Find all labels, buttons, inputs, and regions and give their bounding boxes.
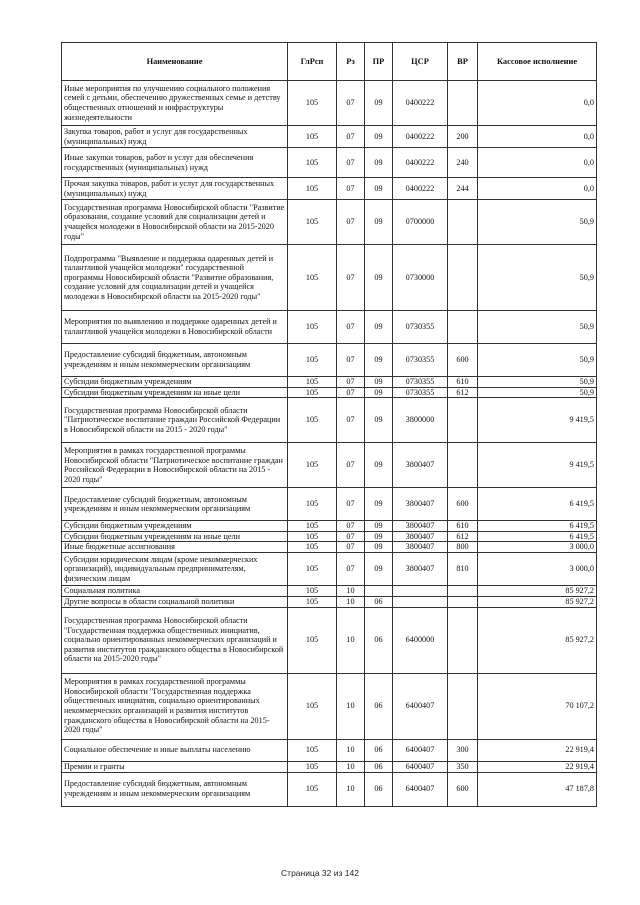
- cell-csr: 3800407: [393, 488, 448, 521]
- header-rz: Рз: [337, 43, 365, 81]
- cell-name: Государственная программа Новосибирской области "Развитие образования, создание условий для социализации детей и учащейся молодежи в Новосибирской области на 2015-2020 годы": [62, 200, 288, 245]
- cell-vr: [448, 81, 478, 126]
- cell-csr: 3800407: [393, 443, 448, 488]
- cell-pr: 06: [365, 761, 393, 772]
- cell-rz: 10: [337, 761, 365, 772]
- table-row: [62, 311, 597, 344]
- cell-rz: 07: [337, 542, 365, 553]
- cell-csr: 0730355: [393, 387, 448, 398]
- cell-rz: 10: [337, 772, 365, 806]
- cell-rz: 10: [337, 596, 365, 607]
- cell-name: Предоставление субсидий бюджетным, автономным учреждениям и иным некоммерческим организациям: [62, 344, 288, 377]
- cell-vr: [448, 596, 478, 607]
- cell-rz: 07: [337, 81, 365, 126]
- cell-grp: 105: [288, 673, 337, 739]
- cell-amount: 3 000,0: [478, 552, 597, 585]
- table-row: [62, 542, 597, 553]
- cell-name: Иные закупки товаров, работ и услуг для обеспечения государственных (муниципальных) нужд: [62, 148, 288, 178]
- table-row: [62, 344, 597, 377]
- cell-csr: 3800407: [393, 542, 448, 553]
- cell-name: Мероприятия в рамках государственной программы Новосибирской области "Патриотическое воспитание граждан Российской Федерации в Новосибирской области на 2015 - 2020 годы": [62, 443, 288, 488]
- cell-vr: 600: [448, 344, 478, 377]
- budget-table: [61, 42, 597, 807]
- cell-amount: 85 927,2: [478, 585, 597, 596]
- cell-grp: 105: [288, 344, 337, 377]
- cell-rz: 07: [337, 398, 365, 443]
- cell-amount: 47 187,8: [478, 772, 597, 806]
- cell-name: Государственная программа Новосибирской области "Государственная поддержка общественных инициатив, социально ориентированных некоммерческих организаций и развития институтов гражданского общества в Новосибирской области на 2015-2020 годы": [62, 607, 288, 673]
- table-row: [62, 772, 597, 806]
- table-row: [62, 178, 597, 200]
- table-row: [62, 585, 597, 596]
- cell-vr: 810: [448, 552, 478, 585]
- cell-name: Мероприятия по выявлению и поддержке одаренных детей и талантливой учащейся молодежи в Новосибирской области: [62, 311, 288, 344]
- cell-grp: 105: [288, 387, 337, 398]
- cell-grp: 105: [288, 739, 337, 761]
- cell-vr: 200: [448, 126, 478, 148]
- cell-vr: 612: [448, 531, 478, 542]
- cell-rz: 07: [337, 531, 365, 542]
- cell-rz: 10: [337, 673, 365, 739]
- table-row: [62, 148, 597, 178]
- cell-grp: 105: [288, 772, 337, 806]
- cell-grp: 105: [288, 377, 337, 388]
- cell-csr: 0400222: [393, 148, 448, 178]
- cell-rz: 10: [337, 739, 365, 761]
- table-row: [62, 398, 597, 443]
- cell-vr: [448, 585, 478, 596]
- cell-pr: 09: [365, 344, 393, 377]
- cell-rz: 07: [337, 178, 365, 200]
- cell-rz: 10: [337, 607, 365, 673]
- cell-grp: 105: [288, 245, 337, 311]
- cell-pr: 09: [365, 245, 393, 311]
- cell-grp: 105: [288, 200, 337, 245]
- cell-amount: 50,9: [478, 245, 597, 311]
- cell-csr: 0730355: [393, 344, 448, 377]
- cell-csr: 0730355: [393, 311, 448, 344]
- cell-rz: 07: [337, 344, 365, 377]
- cell-pr: 06: [365, 739, 393, 761]
- cell-vr: 350: [448, 761, 478, 772]
- cell-amount: 50,9: [478, 344, 597, 377]
- cell-name: Иные мероприятия по улучшению социального положения семей с детьми, обеспечению дружественных семье и детству общественных отношений и инфраструктуры жизнедеятельности: [62, 81, 288, 126]
- cell-csr: [393, 596, 448, 607]
- cell-name: Другие вопросы в области социальной политики: [62, 596, 288, 607]
- cell-name: Иные бюджетные ассигнования: [62, 542, 288, 553]
- cell-name: Прочая закупка товаров, работ и услуг для государственных (муниципальных) нужд: [62, 178, 288, 200]
- header-csr: ЦСР: [393, 43, 448, 81]
- cell-name: Государственная программа Новосибирской области "Патриотическое воспитание граждан Российской Федерации в Новосибирской области на 2015 - 2020 годы": [62, 398, 288, 443]
- cell-csr: 0400222: [393, 126, 448, 148]
- cell-grp: 105: [288, 521, 337, 532]
- cell-vr: 300: [448, 739, 478, 761]
- cell-rz: 07: [337, 245, 365, 311]
- cell-grp: 105: [288, 488, 337, 521]
- cell-vr: 610: [448, 377, 478, 388]
- cell-csr: [393, 585, 448, 596]
- cell-rz: 07: [337, 311, 365, 344]
- cell-pr: 09: [365, 531, 393, 542]
- cell-csr: 6400407: [393, 761, 448, 772]
- table-row: [62, 596, 597, 607]
- cell-grp: 105: [288, 531, 337, 542]
- cell-amount: 6 419,5: [478, 521, 597, 532]
- header-row: [62, 43, 597, 81]
- table-row: [62, 531, 597, 542]
- cell-name: Субсидии бюджетным учреждениям на иные цели: [62, 387, 288, 398]
- cell-amount: 3 000,0: [478, 542, 597, 553]
- cell-amount: 50,9: [478, 200, 597, 245]
- header-amount: Кассовое исполнение: [478, 43, 597, 81]
- cell-vr: [448, 443, 478, 488]
- cell-csr: 6400407: [393, 673, 448, 739]
- cell-csr: 0730355: [393, 377, 448, 388]
- table-row: [62, 488, 597, 521]
- table-row: [62, 739, 597, 761]
- cell-rz: 07: [337, 443, 365, 488]
- cell-pr: 06: [365, 596, 393, 607]
- cell-vr: 600: [448, 488, 478, 521]
- cell-grp: 105: [288, 443, 337, 488]
- cell-csr: 6400000: [393, 607, 448, 673]
- cell-vr: [448, 673, 478, 739]
- cell-pr: 09: [365, 488, 393, 521]
- cell-csr: 6400407: [393, 772, 448, 806]
- cell-vr: [448, 607, 478, 673]
- cell-csr: 0730000: [393, 245, 448, 311]
- cell-csr: 0700000: [393, 200, 448, 245]
- cell-csr: 3800407: [393, 531, 448, 542]
- cell-grp: 105: [288, 552, 337, 585]
- cell-grp: 105: [288, 596, 337, 607]
- cell-vr: 240: [448, 148, 478, 178]
- table-row: [62, 673, 597, 739]
- cell-csr: 3800407: [393, 552, 448, 585]
- cell-name: Предоставление субсидий бюджетным, автономным учреждениям и иным некоммерческим организациям: [62, 488, 288, 521]
- cell-amount: 0,0: [478, 178, 597, 200]
- cell-grp: 105: [288, 398, 337, 443]
- cell-pr: 09: [365, 521, 393, 532]
- cell-name: Социальная политика: [62, 585, 288, 596]
- cell-grp: 105: [288, 81, 337, 126]
- header-grp: ГлРсп: [288, 43, 337, 81]
- cell-vr: 800: [448, 542, 478, 553]
- cell-amount: 0,0: [478, 148, 597, 178]
- cell-amount: 50,9: [478, 311, 597, 344]
- cell-grp: 105: [288, 178, 337, 200]
- cell-name: Субсидии бюджетным учреждениям на иные цели: [62, 531, 288, 542]
- cell-name: Предоставление субсидий бюджетным, автономным учреждениям и иным некоммерческим организациям: [62, 772, 288, 806]
- cell-pr: 09: [365, 398, 393, 443]
- cell-vr: 612: [448, 387, 478, 398]
- cell-pr: 09: [365, 542, 393, 553]
- cell-grp: 105: [288, 585, 337, 596]
- cell-csr: 0400222: [393, 178, 448, 200]
- table-row: [62, 443, 597, 488]
- header-vr: ВР: [448, 43, 478, 81]
- cell-amount: 0,0: [478, 126, 597, 148]
- cell-rz: 07: [337, 488, 365, 521]
- cell-pr: 09: [365, 387, 393, 398]
- cell-amount: 9 419,5: [478, 443, 597, 488]
- cell-name: Закупка товаров, работ и услуг для государственных (муниципальных) нужд: [62, 126, 288, 148]
- table-row: [62, 387, 597, 398]
- cell-pr: 06: [365, 607, 393, 673]
- cell-pr: 09: [365, 443, 393, 488]
- cell-grp: 105: [288, 148, 337, 178]
- header-name: Наименование: [62, 43, 288, 81]
- cell-vr: [448, 398, 478, 443]
- cell-grp: 105: [288, 126, 337, 148]
- cell-amount: 6 419,5: [478, 531, 597, 542]
- cell-rz: 07: [337, 552, 365, 585]
- table-row: [62, 126, 597, 148]
- cell-rz: 07: [337, 148, 365, 178]
- cell-vr: [448, 200, 478, 245]
- cell-amount: 22 919,4: [478, 761, 597, 772]
- table-row: [62, 245, 597, 311]
- cell-amount: 0,0: [478, 81, 597, 126]
- cell-name: Субсидии бюджетным учреждениям: [62, 377, 288, 388]
- cell-pr: 09: [365, 200, 393, 245]
- cell-pr: 09: [365, 178, 393, 200]
- cell-name: Социальное обеспечение и иные выплаты населению: [62, 739, 288, 761]
- cell-amount: 85 927,2: [478, 607, 597, 673]
- cell-name: Мероприятия в рамках государственной программы Новосибирской области "Государственная поддержка общественных инициатив, социально ориентированных некоммерческих организаций и развития институтов гражданского общества в Новосибирской области на 2015-2020 годы": [62, 673, 288, 739]
- cell-pr: 06: [365, 772, 393, 806]
- cell-rz: 07: [337, 521, 365, 532]
- cell-pr: 09: [365, 377, 393, 388]
- cell-rz: 07: [337, 387, 365, 398]
- cell-grp: 105: [288, 542, 337, 553]
- cell-grp: 105: [288, 761, 337, 772]
- cell-amount: 9 419,5: [478, 398, 597, 443]
- cell-amount: 50,9: [478, 377, 597, 388]
- cell-pr: 09: [365, 126, 393, 148]
- cell-name: Субсидии бюджетным учреждениям: [62, 521, 288, 532]
- cell-pr: 09: [365, 81, 393, 126]
- cell-amount: 70 107,2: [478, 673, 597, 739]
- cell-rz: 07: [337, 200, 365, 245]
- table-row: [62, 552, 597, 585]
- cell-pr: 09: [365, 552, 393, 585]
- cell-csr: 3800407: [393, 521, 448, 532]
- table-row: [62, 200, 597, 245]
- table-row: [62, 607, 597, 673]
- cell-vr: 600: [448, 772, 478, 806]
- page-number: Страница 32 из 142: [281, 868, 359, 878]
- cell-amount: 6 419,5: [478, 488, 597, 521]
- cell-vr: 610: [448, 521, 478, 532]
- cell-vr: [448, 311, 478, 344]
- cell-name: Субсидии юридическим лицам (кроме некоммерческих организаций), индивидуальным предпринимателям, физическим лицам: [62, 552, 288, 585]
- cell-name: Подпрограмма "Выявление и поддержка одаренных детей и талантливой учащейся молодежи" государственной программы Новосибирской области "Развитие образования, создание условий для социализации детей и учащейся молодежи в Новосибирской области на 2015-2020 годы": [62, 245, 288, 311]
- cell-vr: [448, 245, 478, 311]
- cell-pr: 09: [365, 311, 393, 344]
- cell-pr: 06: [365, 673, 393, 739]
- cell-rz: 10: [337, 585, 365, 596]
- cell-rz: 07: [337, 126, 365, 148]
- table-row: [62, 81, 597, 126]
- cell-pr: 09: [365, 148, 393, 178]
- table-row: [62, 377, 597, 388]
- cell-pr: [365, 585, 393, 596]
- cell-grp: 105: [288, 311, 337, 344]
- header-pr: ПР: [365, 43, 393, 81]
- cell-amount: 22 919,4: [478, 739, 597, 761]
- cell-csr: 3800000: [393, 398, 448, 443]
- table-row: [62, 761, 597, 772]
- cell-name: Премии и гранты: [62, 761, 288, 772]
- cell-vr: 244: [448, 178, 478, 200]
- cell-rz: 07: [337, 377, 365, 388]
- cell-grp: 105: [288, 607, 337, 673]
- cell-amount: 50,9: [478, 387, 597, 398]
- cell-amount: 85 927,2: [478, 596, 597, 607]
- cell-csr: 6400407: [393, 739, 448, 761]
- table-row: [62, 521, 597, 532]
- cell-csr: 0400222: [393, 81, 448, 126]
